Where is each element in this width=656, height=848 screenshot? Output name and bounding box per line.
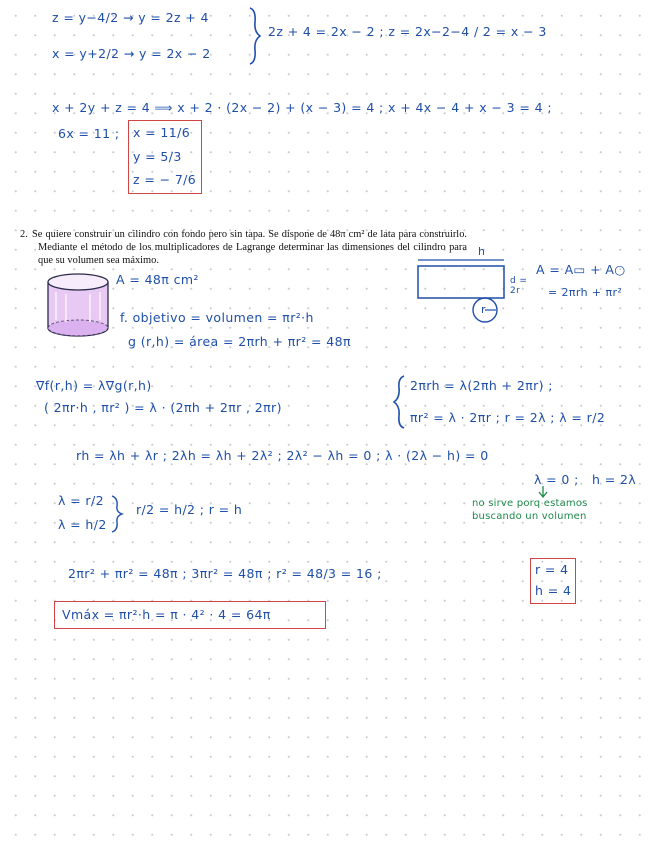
eq-z-from-y: z = y−4/2 → y = 2z + 4 [52,10,209,25]
result-r: r = 4 [535,562,569,577]
solution-z: z = − 7/6 [133,172,197,187]
problem-number: 2. [20,229,28,240]
brace-section1 [250,8,260,64]
system-eq-2: πr² = λ · 2πr ; r = 2λ ; λ = r/2 [410,410,606,425]
note-not-valid: no sirve porq estamos buscando un volumen [472,498,588,522]
area-formula-expanded: = 2πrh + πr² [548,286,623,299]
diagram-label-r: r [481,303,486,316]
unfolded-net-drawing [418,260,504,322]
eq-substitution: x + 2y + z = 4 ⟹ x + 2 · (2x − 2) + (x − 3) = 4 ; x + 4x − 4 + x − 3 = 4 ; [52,100,552,115]
final-derivation: 2πr² + πr² = 48π ; 3πr² = 48π ; r² = 48/3 = 16 ; [68,566,382,581]
lambda-zero: λ = 0 ; [534,472,579,487]
eq-x-from-y: x = y+2/2 → y = 2x − 2 [52,46,211,61]
gradient-condition: ∇f(r,h) = λ∇g(r,h) [36,378,152,393]
cylinder-drawing [48,274,108,336]
brace-lambda [112,496,122,532]
vmax-result: Vmáx = πr²·h = π · 4² · 4 = 64π [62,607,271,622]
eq-6x: 6x = 11 ; [58,126,120,141]
area-given: A = 48π cm² [116,272,199,287]
brace-system [394,376,404,428]
h-equals-2lambda: h = 2λ [592,472,637,487]
constraint-function: g (r,h) = área = 2πrh + πr² = 48π [128,334,351,349]
objective-function: f. objetivo = volumen = πr²·h [120,310,314,325]
diagram-label-d: d = 2r [510,276,528,296]
result-h: h = 4 [535,583,572,598]
solution-x: x = 11/6 [133,125,191,140]
problem-text: Se quiere construir un cilindro con fondo pero sin tapa. Se dispone de 48π cm² de lata para construirlo. Mediante el método de los multiplicadores de Lagrange determinar las dimensiones del cilindro para que su volumen sea máximo. [32,229,467,266]
lambda-h: λ = h/2 [58,517,107,532]
diagram-label-h: h [478,245,486,258]
arrow-down-icon [539,486,547,497]
solution-y: y = 5/3 [133,149,182,164]
eq-system-result: 2z + 4 = 2x − 2 ; z = 2x−2−4 / 2 = x − 3 [268,24,547,39]
rh-derivation: rh = λh + λr ; 2λh = λh + 2λ² ; 2λ² − λh = 0 ; λ · (2λ − h) = 0 [76,448,489,463]
system-eq-1: 2πrh = λ(2πh + 2πr) ; [410,378,553,393]
r-equals-h: r/2 = h/2 ; r = h [136,502,243,517]
area-formula: A = A▭ + A○ [536,262,626,277]
lambda-r: λ = r/2 [58,493,104,508]
gradient-components: ( 2πr·h , πr² ) = λ · (2πh + 2πr , 2πr) [44,400,282,415]
